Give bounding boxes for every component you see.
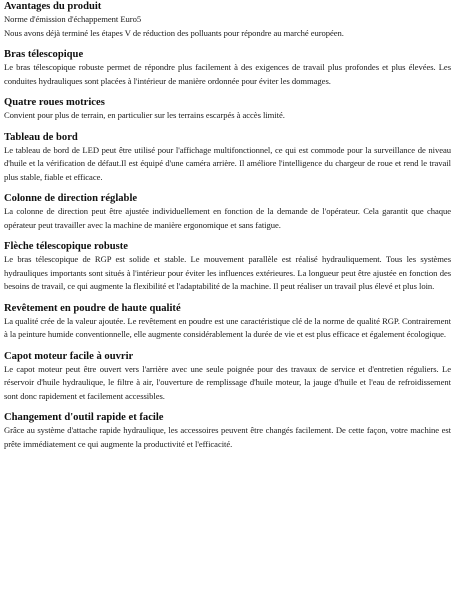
section-paragraph: Convient pour plus de terrain, en particulier sur les terrains escarpés à accès limité.: [4, 110, 285, 120]
section-heading: Capot moteur facile à ouvrir: [4, 350, 134, 362]
section-heading: Avantages du produit: [4, 1, 102, 12]
section-colonne-de-direction: [4, 192, 451, 232]
section-heading: Changement d'outil rapide et facile: [4, 412, 164, 423]
section-tableau-de-bord: [4, 131, 451, 185]
section-paragraph: Le tableau de bord de LED peut être utilisé pour l'affichage multifonctionnel, ce qui est commode pour la surveillance de niveau d'huile et la vérification de défaut.Il est équipé d'une caméra arrière. Il améliore l'intelligence du chargeur de roue et rend le travail plus stable, fiable et efficace.: [4, 144, 451, 182]
section-bras-telescopique: [4, 48, 451, 88]
section-quatre-roues-motrices: [4, 96, 451, 123]
document-body: [4, 0, 451, 451]
section-heading: Colonne de direction réglable: [4, 193, 138, 204]
section-heading: Quatre roues motrices: [4, 97, 105, 108]
section-heading: Tableau de bord: [4, 131, 78, 143]
section-paragraph: La qualité crée de la valeur ajoutée. Le revêtement en poudre est une caractéristique clé de la norme de qualité RGP. Contrairement à la peinture humide conventionnelle, elle augmente considérablement la durée de vie et est plus efficace et également écologique.: [4, 315, 451, 339]
section-capot-moteur: [4, 350, 451, 404]
section-paragraph: Le bras télescopique robuste permet de répondre plus facilement à des exigences de travail plus profondes et plus élevées. Les conduites hydrauliques sont placées à l'intérieur de manière ordonnée pour éviter les dommages.: [4, 62, 451, 86]
section-heading: Bras télescopique: [4, 49, 84, 60]
section-revetement-en-poudre: [4, 302, 451, 342]
section-changement-d-outil: [4, 411, 451, 451]
section-paragraph: Nous avons déjà terminé les étapes V de réduction des polluants pour répondre au marché européen.: [4, 27, 344, 38]
section-paragraph: Grâce au système d'attache rapide hydraulique, les accessoires peuvent être changés facilement. De cette façon, votre machine est prête immédiatement ce qui augmente la productivité et l'efficacité.: [4, 425, 451, 449]
section-heading: Flèche télescopique robuste: [4, 241, 128, 252]
section-paragraph: Norme d'émission d'échappement Euro5: [4, 14, 142, 24]
section-paragraph: La colonne de direction peut être ajustée individuellement en fonction de la demande de l'opérateur. Cela garantit que chaque opérateur peut travailler avec la machine de manière ergonomique et sans fatigue.: [4, 206, 451, 230]
section-paragraph: Le capot moteur peut être ouvert vers l'arrière avec une seule poignée pour des travaux de service et d'entretien réguliers. Le réservoir d'huile hydraulique, le filtre à air, l'ouverture de remplissage d'huile moteur, la jauge d'huile et l'eau de refroidissement sont donc rapidement et facilement accessibles.: [4, 363, 451, 401]
section-avantages-du-produit: [4, 0, 451, 40]
section-fleche-telescopique: [4, 240, 451, 294]
section-heading: Revêtement en poudre de haute qualité: [4, 302, 181, 314]
section-paragraph: Le bras télescopique de RGP est solide et stable. Le mouvement parallèle est réalisé hydrauliquement. Tous les systèmes hydrauliques importants sont situés à l'intérieur pour éviter les influences extérieures. La longueur peut être ajustée en fonction des besoins de travail, ce qui augmente la flexibilité et l'adaptabilité de la machine. Il peut réaliser un travail plus élevé et plus loin.: [4, 254, 451, 291]
